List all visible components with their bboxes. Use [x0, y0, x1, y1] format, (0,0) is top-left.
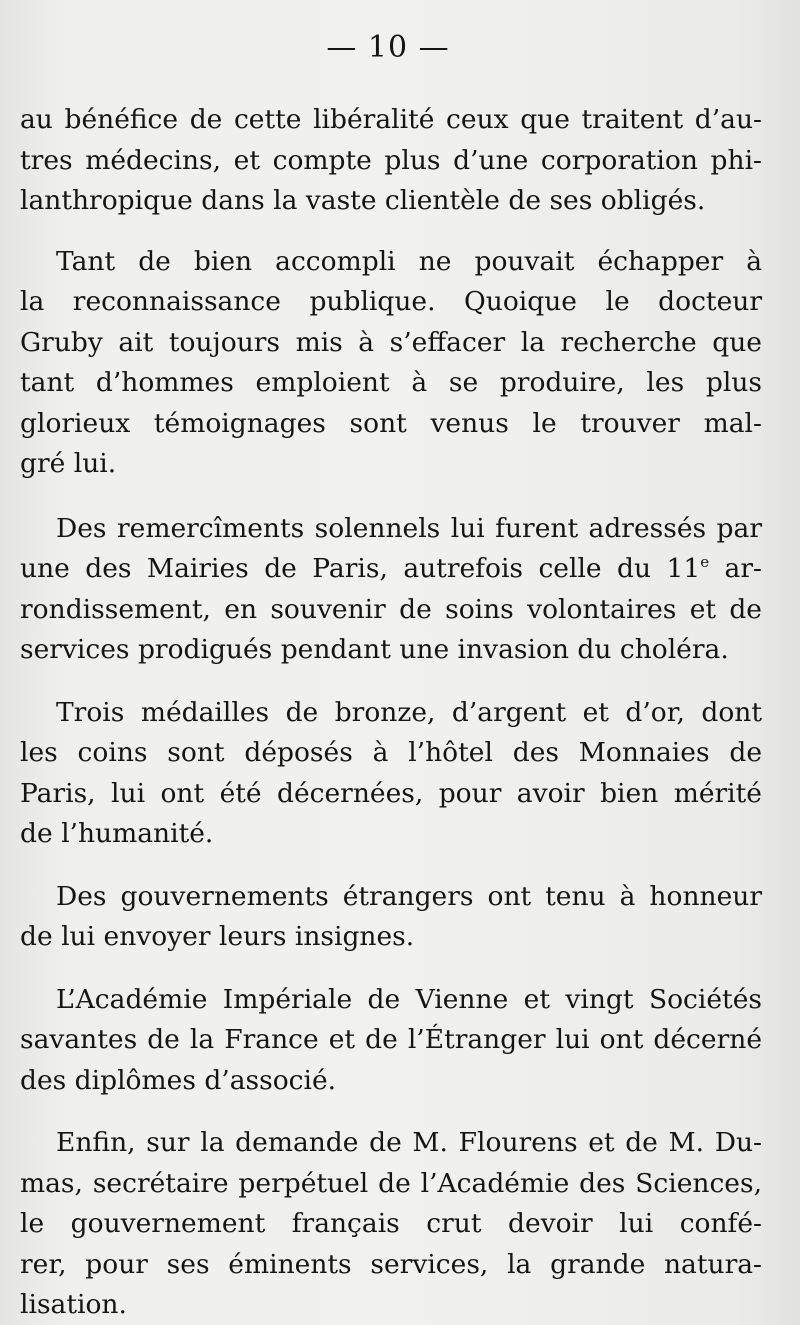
- text-line: tant d’hommes emploient à se produire, les plus: [20, 367, 762, 398]
- text-line: au bénéfice de cette libéralité ceux que traitent d’au-: [20, 104, 762, 135]
- text-line: la reconnaissance publique. Quoique le docteur: [20, 286, 762, 317]
- text-line: Des gouvernements étrangers ont tenu à honneur: [56, 880, 762, 912]
- paragraph-2: [20, 242, 762, 485]
- paragraph-4: [20, 693, 762, 855]
- text-line: Tant de bien accompli ne pouvait échapper à: [56, 245, 762, 277]
- text-line: de l’humanité.: [20, 818, 214, 849]
- text-line: Enfin, sur la demande de M. Flourens et de M. Du-: [56, 1127, 762, 1158]
- text-line: glorieux témoignages sont venus le trouver mal-: [20, 407, 762, 439]
- text-line: les coins sont déposés à l’hôtel des Monnaies de: [20, 737, 762, 768]
- text-line: de lui envoyer leurs insignes.: [20, 921, 415, 952]
- paragraph-1: [20, 100, 762, 222]
- text-line: gré lui.: [20, 448, 117, 479]
- text-fragment: ar-: [709, 553, 762, 584]
- text-line: le gouvernement français crut devoir lui confé-: [20, 1208, 762, 1239]
- paragraph-7: [20, 1123, 762, 1325]
- text-line: savantes de la France et de l’Étranger lui ont décerné: [20, 1024, 762, 1055]
- page-number: — 10 —: [326, 30, 450, 65]
- paragraph-6: [20, 980, 762, 1102]
- ordinal-superscript: e: [700, 553, 710, 572]
- text-line: tres médecins, et compte plus d’une corporation phi-: [20, 144, 762, 176]
- paragraph-5: [20, 877, 762, 958]
- text-line: Des remercîments solennels lui furent adressés par: [56, 512, 762, 544]
- text-line: lisation.: [20, 1289, 127, 1320]
- text-line: services prodigués pendant une invasion du choléra.: [20, 634, 729, 665]
- text-line-with-superscript: [20, 549, 762, 590]
- text-line: mas, secrétaire perpétuel de l’Académie des Sciences,: [20, 1167, 762, 1199]
- page-body: [20, 100, 762, 1325]
- text-line: rer, pour ses éminents services, la grande natura-: [20, 1248, 762, 1280]
- text-fragment: une des Mairies de Paris, autrefois celle du 11: [20, 553, 701, 584]
- text-line: L’Académie Impériale de Vienne et vingt Sociétés: [56, 983, 762, 1015]
- text-line: lanthropique dans la vaste clientèle de ses obligés.: [20, 185, 706, 216]
- text-line: Gruby ait toujours mis à s’effacer la recherche que: [20, 326, 762, 358]
- paragraph-3: [20, 509, 762, 671]
- text-line: Trois médailles de bronze, d’argent et d’or, dont: [56, 696, 762, 728]
- text-line: Paris, lui ont été décernées, pour avoir bien mérité: [20, 777, 762, 809]
- text-line: rondissement, en souvenir de soins volontaires et de: [20, 593, 762, 625]
- text-line: des diplômes d’associé.: [20, 1064, 337, 1096]
